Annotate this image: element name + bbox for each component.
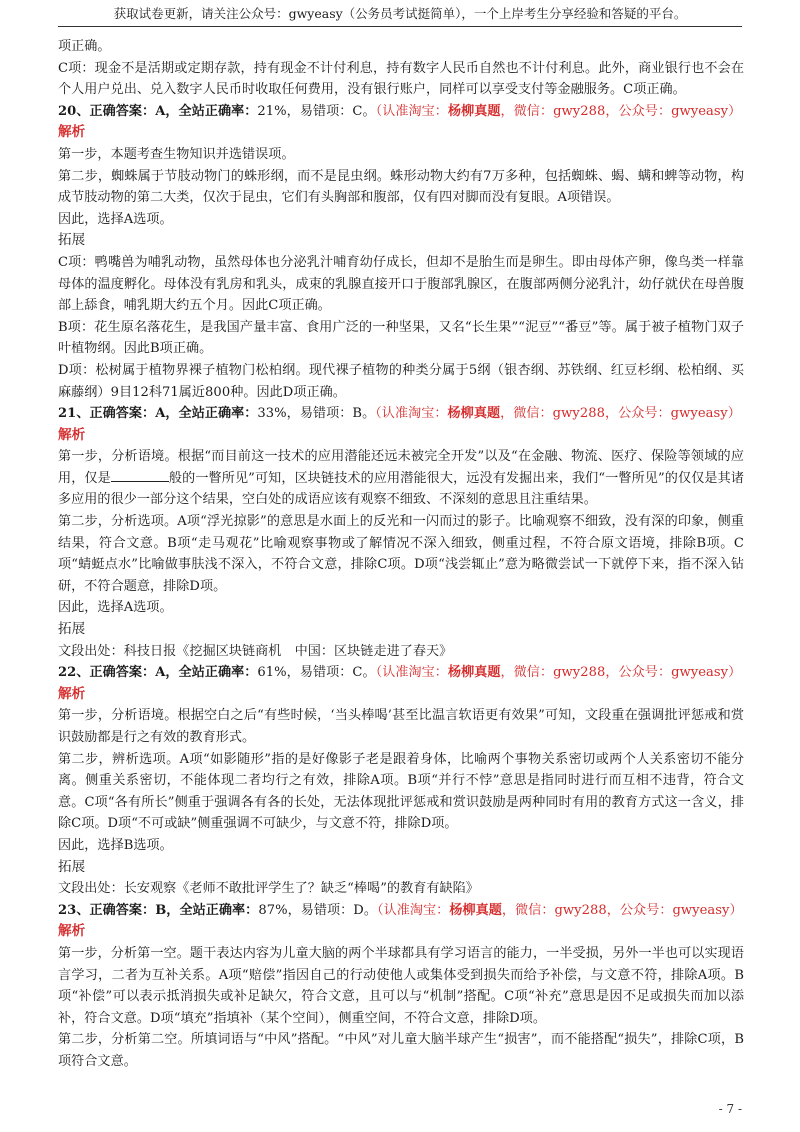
paragraph: 因此，选择A选项。	[58, 600, 173, 616]
source-brand: 杨柳真题	[449, 902, 502, 918]
correct-answer: A，	[155, 103, 179, 119]
source-prefix: （认准淘宝：	[375, 665, 448, 681]
question-number: 20、	[58, 103, 90, 119]
source-note	[376, 665, 742, 680]
source-prefix: （认准淘宝：	[375, 406, 448, 422]
source-brand: 杨柳真题	[447, 406, 501, 422]
correct-answer: A，	[155, 406, 179, 422]
page-header: 获取试卷更新，请关注公众号：gwyeasy（公务员考试挺简单），一个上岸考生分享经验和答疑的平台。	[113, 6, 687, 21]
document-body	[58, 36, 744, 1073]
accuracy-rate: 21%，	[257, 103, 300, 119]
source-note	[375, 406, 741, 421]
accuracy-rate: 61%，	[257, 665, 300, 681]
paragraph: 项正确。	[58, 39, 111, 54]
question-answer-header	[58, 403, 744, 425]
analysis-label: 解析	[58, 124, 86, 141]
paragraph: 因此，选择A选项。	[58, 211, 173, 227]
paragraph	[58, 446, 744, 511]
accuracy-rate: 33%，	[257, 406, 300, 422]
paragraph: 第二步，分析第二空。所填词语与“中风”搭配。“中风”对儿童大脑半球产生“损害”，而不能搭配“损失”，排除C项，B项符合文意。	[58, 1032, 744, 1069]
paragraph: 第一步，分析语境。根据空白之后“有些时候，‘当头棒喝’甚至比温言软语更有效果”可知，文段重在强调批评惩戒和赏识鼓励都是行之有效的教育形式。	[58, 708, 744, 745]
accuracy-label: 全站正确率：	[178, 406, 258, 422]
common-wrong-answer: 易错项：C。	[299, 665, 376, 681]
question-answer-header	[58, 900, 744, 922]
header-divider	[58, 26, 742, 27]
paragraph: C项：现金不是活期或定期存款，持有现金不计付利息，持有数字人民币自然也不计付利息。此外，商业银行也不会在个人用户兑出、兑入数字人民币时收取任何费用，没有银行账户，同样可以享受支付等金融服务。C项正确。	[58, 60, 744, 98]
answer-label: 正确答案：	[89, 902, 156, 918]
correct-answer: B，	[155, 902, 180, 918]
paragraph: D项：松树属于植物界裸子植物门松柏纲。现代裸子植物的种类分属于5纲（银杏纲、苏铁纲、红豆杉纲、松柏纲、买麻藤纲）9目12科71属近800种。因此D项正确。	[58, 362, 744, 400]
paragraph: 第一步，本题考查生物知识并选错误项。	[58, 146, 295, 162]
question-answer-header	[58, 662, 744, 684]
correct-answer: A，	[155, 665, 179, 681]
paragraph: 文段出处：科技日报《挖掘区块链商机 中国：区块链走进了春天》	[58, 643, 453, 659]
question-number: 22、	[58, 665, 90, 681]
accuracy-label: 全站正确率：	[178, 665, 258, 681]
source-prefix: （认准淘宝：	[375, 103, 448, 119]
paragraph-text: 般的一瞥所见”可知，区块链技术的应用潜能很大，远没有发掘出来，我们“一瞥所见”的仅仅是其诸多应用的很少一部分这个结果，空白处的成语应该有观察不细致、不深刻的意思且注重结果。	[58, 470, 744, 508]
source-note	[376, 104, 742, 119]
fill-in-blank	[111, 469, 169, 482]
question-answer-header	[58, 101, 744, 123]
answer-label: 正确答案：	[89, 665, 156, 681]
answer-label: 正确答案：	[89, 103, 156, 119]
accuracy-rate: 87%，	[258, 902, 301, 918]
paragraph: C项：鸭嘴兽为哺乳动物，虽然母体也分泌乳汁哺育幼仔成长，但却不是胎生而是卵生。即由母体产卵，像鸟类一样靠母体的温度孵化。母体没有乳房和乳头，成束的乳腺直接开口于腹部乳腺区，在腹部两侧分泌乳汁，幼仔就伏在母兽腹部上舔食，哺乳期大约五个月。因此C项正确。	[58, 254, 744, 314]
accuracy-label: 全站正确率：	[179, 902, 259, 918]
paragraph: 第二步，蜘蛛属于节肢动物门的蛛形纲，而不是昆虫纲。蛛形动物大约有7万多种，包括蜘蛛、蝎、螨和蜱等动物，构成节肢动物的第二大类，仅次于昆虫，它们有头胸部和腹部，仅有四对脚而没有复眼。A项错误。	[58, 168, 744, 206]
analysis-label: 解析	[58, 923, 86, 940]
source-suffix: ，微信：gwy288，公众号：gwyeasy）	[500, 665, 742, 681]
common-wrong-answer: 易错项：C。	[299, 103, 376, 119]
source-suffix: ，微信：gwy288，公众号：gwyeasy）	[500, 103, 742, 119]
paragraph-text: 第一步，分析语境。根据“而目前这一技术的应用潜能还远未被完全开发”以及“在金融、物流、医疗、保险等领域的应用，仅是	[58, 449, 744, 486]
extension-label: 拓展	[58, 232, 86, 249]
paragraph: B项：花生原名落花生，是我国产量丰富、食用广泛的一种坚果，又名“长生果”“泥豆”“番豆”等。属于被子植物门双子叶植物纲。因此B项正确。	[58, 319, 744, 357]
extension-label: 拓展	[58, 858, 86, 875]
common-wrong-answer: 易错项：D。	[300, 902, 378, 918]
paragraph: 因此，选择B选项。	[58, 837, 173, 853]
accuracy-label: 全站正确率：	[178, 103, 258, 119]
source-brand: 杨柳真题	[447, 665, 501, 681]
source-brand: 杨柳真题	[447, 103, 501, 119]
paragraph: 文段出处：长安观察《老师不敢批评学生了？缺乏“棒喝”的教育有缺陷》	[58, 881, 479, 897]
source-suffix: ，微信：gwy288，公众号：gwyeasy）	[501, 902, 743, 918]
source-suffix: ，微信：gwy288，公众号：gwyeasy）	[500, 406, 741, 422]
analysis-label: 解析	[58, 426, 86, 443]
paragraph: 第二步，辨析选项。A项“如影随形”指的是好像影子老是跟着身体，比喻两个事物关系密切或两个人关系密切不能分离。侧重关系密切，不能体现二者均行之有效，排除A项。B项“并行不悖”意思是指同时进行而互相不违背，符合文意。C项“各有所长”侧重于强调各有各的长处，无法体现批评惩戒和赏识鼓励是两种同时有用的教育方式这一含义，排除C项。D项“不可或缺”侧重强调不可缺少，与文意不符，排除D项。	[58, 751, 744, 832]
source-note	[377, 903, 743, 918]
analysis-label: 解析	[58, 685, 86, 702]
question-number: 23、	[58, 902, 90, 918]
paragraph: 第二步，分析选项。A项“浮光掠影”的意思是水面上的反光和一闪而过的影子。比喻观察不细致，没有深的印象，侧重结果，符合文意。B项“走马观花”比喻观察事物或了解情况不深入细致，侧重过程，不符合原文语境，排除B项。C项“蜻蜓点水”比喻做事肤浅不深入，不符合文意，排除C项。D项“浅尝辄止”意为略微尝试一下就停下来，指不深入钻研，不符合题意，排除D项。	[58, 514, 744, 594]
extension-label: 拓展	[58, 621, 86, 638]
question-number: 21、	[58, 406, 90, 422]
paragraph: 第一步，分析第一空。题干表达内容为儿童大脑的两个半球都具有学习语言的能力，一半受损，另外一半也可以实现语言学习，二者为互补关系。A项“赔偿”指因自己的行动使他人或集体受到损失而给予补偿，与文意不符，排除A项。B项“补偿”可以表示抵消损失或补足缺欠，符合文意，且可以与“机制”搭配。C项“补充”意思是因不足或损失而加以添补，符合文意。D项“填充”指填补（某个空间），侧重空间，不符合文意，排除D项。	[58, 945, 744, 1026]
common-wrong-answer: 易错项：B。	[299, 406, 376, 422]
source-prefix: （认准淘宝：	[377, 902, 450, 918]
answer-label: 正确答案：	[89, 406, 156, 422]
page-number: - 7 -	[718, 1102, 742, 1116]
